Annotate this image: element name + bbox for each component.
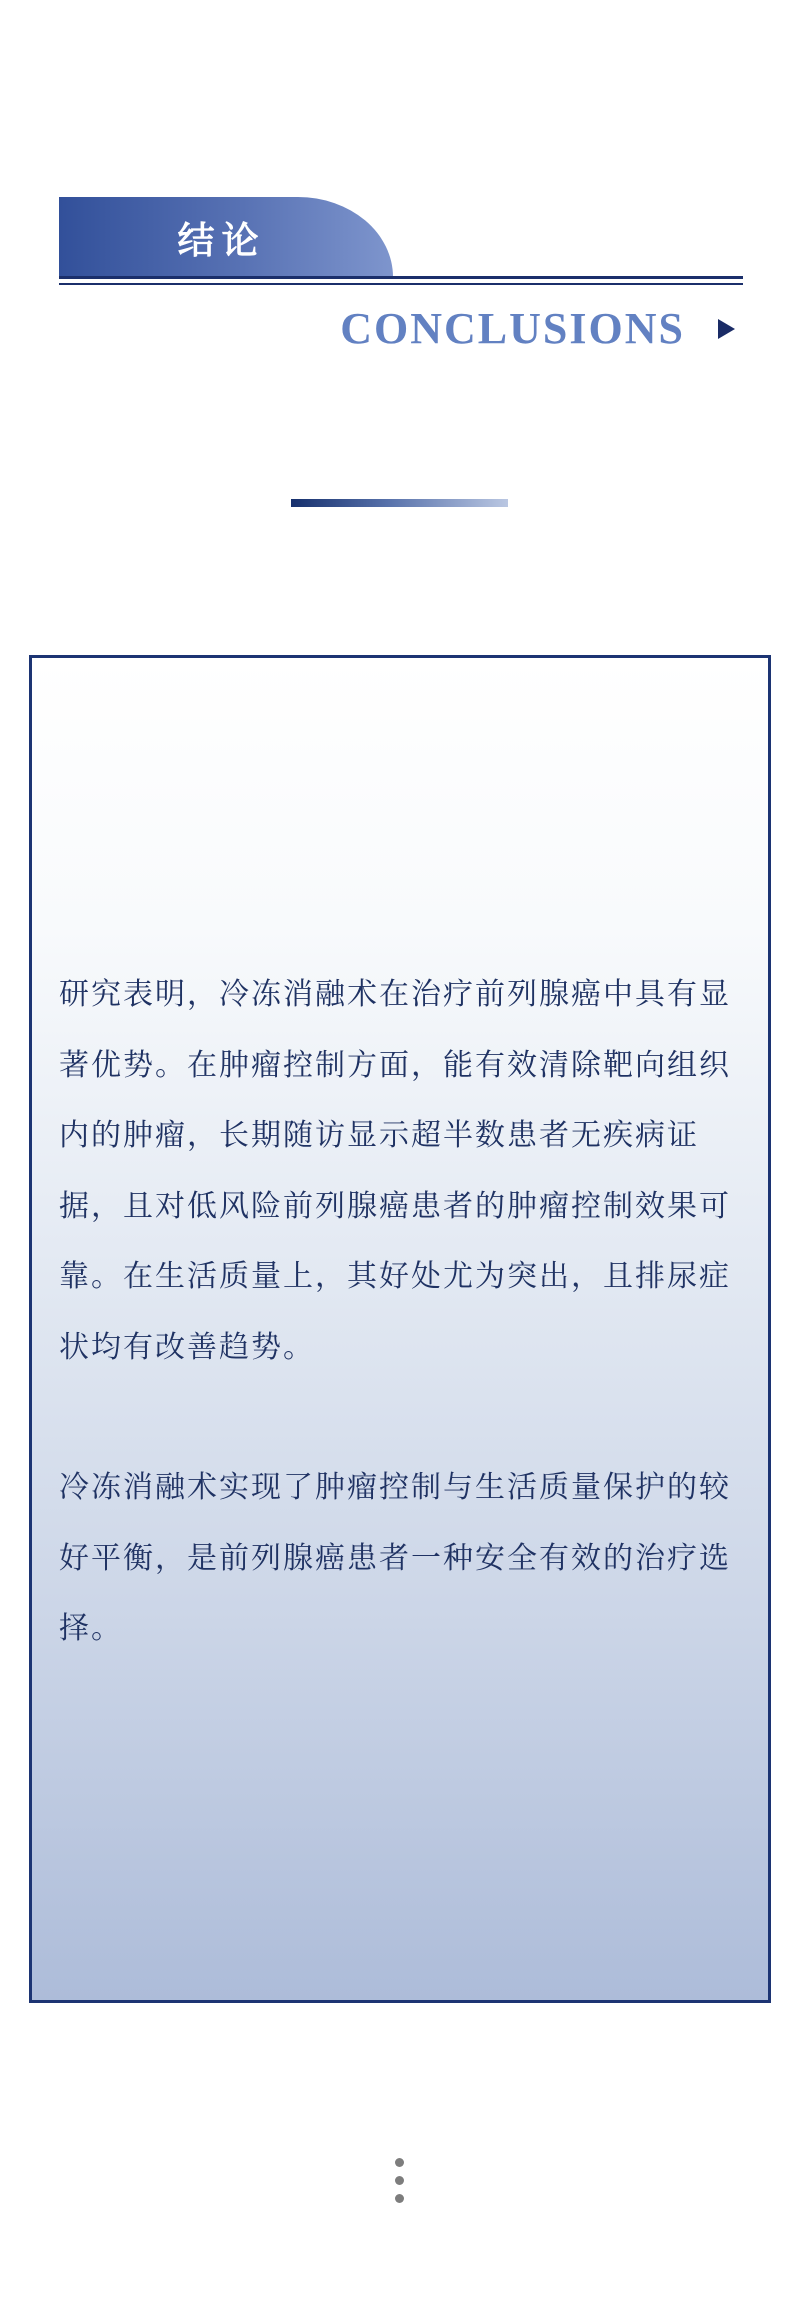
text-line: 著优势。在肿瘤控制方面，能有效清除靶向组织 [59, 1048, 731, 1082]
section-badge-label: 结论 [177, 221, 266, 262]
dot-icon [395, 2194, 404, 2203]
text-line: 靠。在生活质量上，其好处尤为突出，且排尿症 [59, 1260, 731, 1293]
right-triangle-icon [718, 319, 735, 339]
section-badge [59, 197, 393, 277]
text-line: 好平衡，是前列腺癌患者一种安全有效的治疗选 [59, 1541, 731, 1575]
header-rule-top [59, 276, 743, 279]
text-line: 状均有改善趋势。 [59, 1330, 315, 1364]
text-line: 内的肿瘤，长期随访显示超半数患者无疾病证 [59, 1119, 699, 1152]
header-rule-bottom [59, 283, 743, 285]
dot-icon [395, 2158, 404, 2167]
conclusion-card [29, 655, 771, 2003]
text-line: 冷冻消融术实现了肿瘤控制与生活质量保护的较 [59, 1471, 731, 1504]
text-line: 研究表明，冷冻消融术在治疗前列腺癌中具有显 [59, 978, 731, 1011]
more-dots-indicator [395, 2158, 404, 2203]
conclusion-paragraph [59, 960, 747, 1383]
section-title: CONCLUSIONS [340, 304, 685, 353]
text-line: 据，且对低风险前列腺癌患者的肿瘤控制效果可 [59, 1189, 731, 1223]
section-title-row [340, 303, 735, 355]
dot-icon [395, 2176, 404, 2185]
text-line: 择。 [59, 1612, 123, 1645]
gradient-divider [291, 499, 508, 507]
conclusion-paragraph [59, 1453, 747, 1665]
